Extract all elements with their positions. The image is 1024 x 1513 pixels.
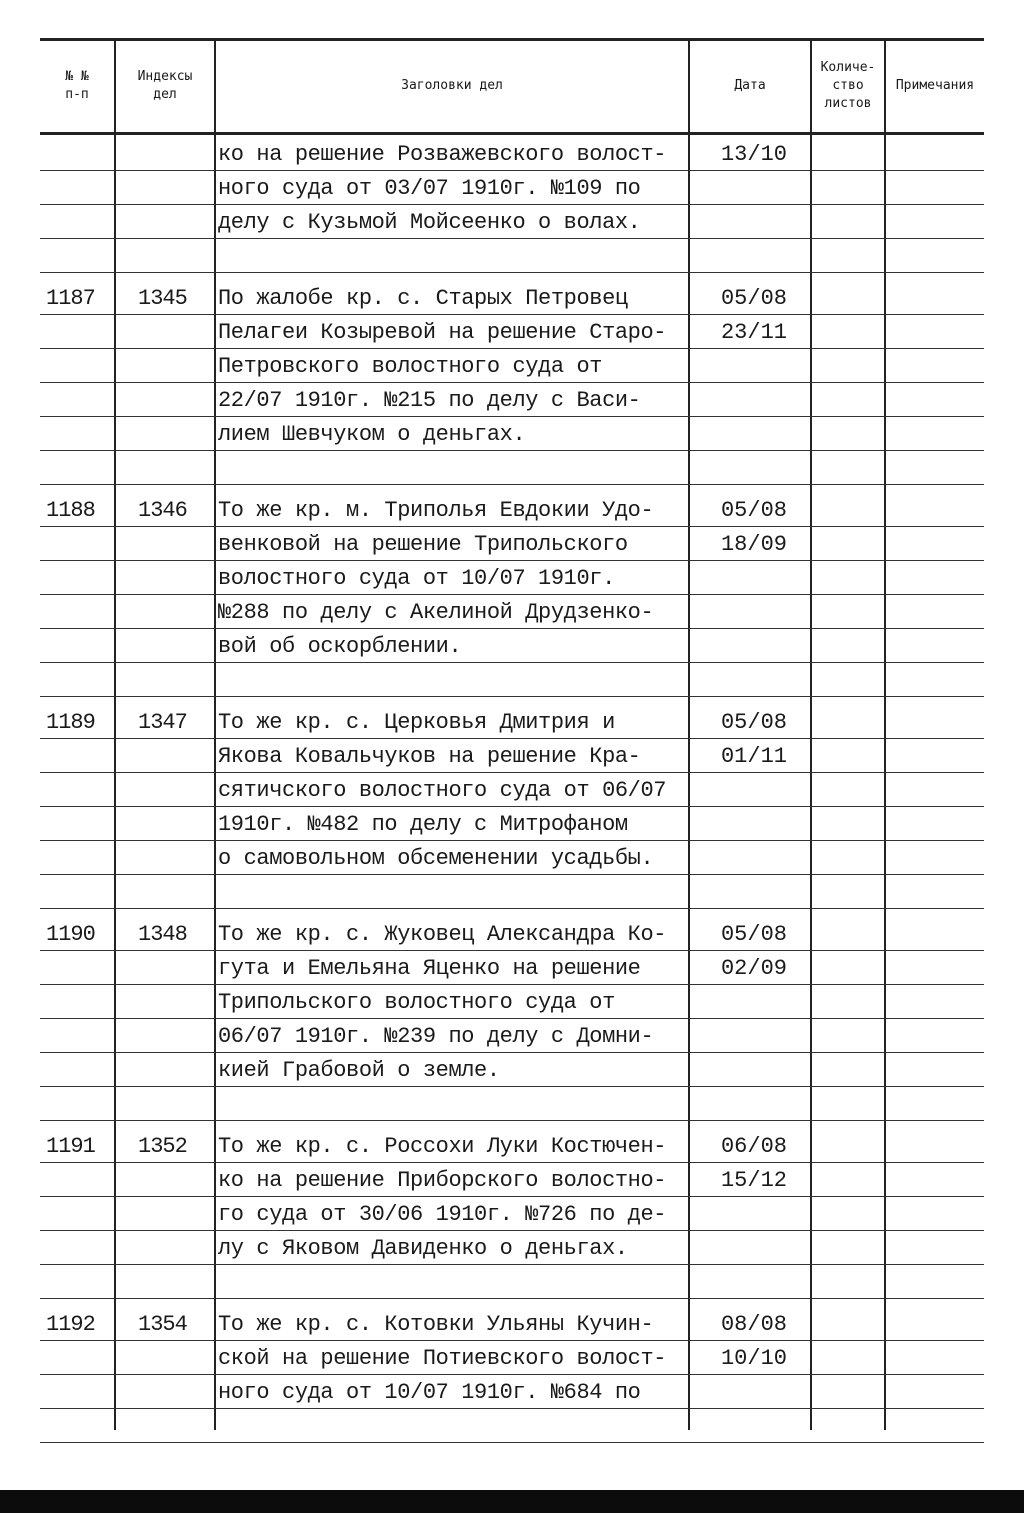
- entry-title-line: Якова Ковальчуков на решение Кра-: [218, 744, 641, 769]
- inventory-entry: [40, 1308, 984, 1444]
- table-header: [40, 40, 984, 135]
- entry-dates: [698, 918, 810, 986]
- header-index-line1: Индексы: [137, 69, 193, 84]
- entry-title-line: вой об оскорблении.: [218, 634, 462, 659]
- header-quantity: [812, 40, 884, 132]
- entry-title-line: гута и Емельяна Яценко на решение: [218, 956, 641, 981]
- ruled-line: [40, 484, 984, 485]
- entry-title: [218, 1130, 688, 1266]
- entry-title-line: лием Шевчуком о деньгах.: [218, 422, 526, 447]
- inventory-entry: [40, 138, 984, 274]
- header-quantity-line3: листов: [824, 96, 872, 111]
- entry-title-line: делу с Кузьмой Мойсеенко о волах.: [218, 210, 641, 235]
- entry-title-line: 06/07 1910г. №239 по делу с Домни-: [218, 1024, 654, 1049]
- entry-title-line: венковой на решение Трипольского: [218, 532, 628, 557]
- entry-title: [218, 706, 688, 876]
- entry-dates: [698, 282, 810, 350]
- entry-index: 1345: [138, 286, 187, 311]
- entry-title-line: То же кр. с. Котовки Ульяны Кучин-: [218, 1312, 654, 1337]
- header-number: [40, 40, 114, 132]
- entry-dates: [698, 1130, 810, 1198]
- entry-title-line: Трипольского волостного суда от: [218, 990, 615, 1015]
- header-notes: [886, 40, 984, 132]
- entry-number: 1189: [46, 710, 95, 735]
- header-title: [216, 40, 688, 132]
- entry-number: 1192: [46, 1312, 95, 1337]
- entry-title-line: ко на решение Приборского волостно-: [218, 1168, 667, 1193]
- header-notes-text: Примечания: [895, 78, 975, 93]
- entry-number: 1190: [46, 922, 95, 947]
- ruled-line: [40, 908, 984, 909]
- entry-title-line: ного суда от 03/07 1910г. №109 по: [218, 176, 641, 201]
- entry-date: 02/09: [720, 956, 787, 981]
- header-number-line1: № №: [65, 69, 89, 84]
- entry-title: [218, 494, 688, 664]
- entry-date: 13/10: [720, 142, 787, 167]
- ruled-line: [40, 1298, 984, 1299]
- inventory-entry: [40, 282, 984, 486]
- entry-title: [218, 138, 688, 240]
- header-index-line2: дел: [153, 87, 177, 102]
- header-date-text: Дата: [734, 78, 766, 93]
- header-title-text: Заголовки дел: [401, 78, 503, 93]
- header-quantity-line1: Количе-: [820, 60, 876, 75]
- entry-title-line: ской на решение Потиевского волост-: [218, 1346, 667, 1371]
- entry-date: 18/09: [720, 532, 787, 557]
- entry-date: 05/08: [720, 286, 787, 311]
- entry-number: 1191: [46, 1134, 95, 1159]
- entry-title-line: го суда от 30/06 1910г. №726 по де-: [218, 1202, 667, 1227]
- entry-date: 08/08: [720, 1312, 787, 1337]
- entry-date: 05/08: [720, 710, 787, 735]
- entry-index: 1346: [138, 498, 187, 523]
- entry-title-line: о самовольном обсеменении усадьбы.: [218, 846, 654, 871]
- entry-title-line: То же кр. с. Жуковец Александра Ко-: [218, 922, 667, 947]
- entry-title-line: Пелагеи Козыревой на решение Старо-: [218, 320, 667, 345]
- ruled-line: [40, 1120, 984, 1121]
- entry-title-line: 22/07 1910г. №215 по делу с Васи-: [218, 388, 641, 413]
- header-index: [116, 40, 214, 132]
- entry-title-line: волостного суда от 10/07 1910г.: [218, 566, 615, 591]
- entry-date: 05/08: [720, 922, 787, 947]
- entry-date: 05/08: [720, 498, 787, 523]
- entry-title-line: лу с Яковом Давиденко о деньгах.: [218, 1236, 628, 1261]
- entry-title-line: По жалобе кр. с. Старых Петровец: [218, 286, 628, 311]
- entry-title-line: Петровского волостного суда от: [218, 354, 603, 379]
- inventory-entry: [40, 494, 984, 698]
- entry-title-line: То же кр. с. Церковья Дмитрия и: [218, 710, 615, 735]
- entry-dates: [698, 494, 810, 562]
- entry-title-line: То же кр. м. Триполья Евдокии Удо-: [218, 498, 654, 523]
- entry-number: 1188: [46, 498, 95, 523]
- header-date: [690, 40, 810, 132]
- entry-dates: [698, 1308, 810, 1376]
- inventory-entry: [40, 706, 984, 910]
- entry-dates: [698, 706, 810, 774]
- entry-index: 1352: [138, 1134, 187, 1159]
- entry-index: 1348: [138, 922, 187, 947]
- header-quantity-line2: ство: [832, 78, 864, 93]
- entry-dates: [698, 138, 810, 172]
- entry-number: 1187: [46, 286, 95, 311]
- entry-index: 1354: [138, 1312, 187, 1337]
- entry-index: 1347: [138, 710, 187, 735]
- entry-title: [218, 282, 688, 452]
- entry-title-line: сятичского волостного суда от 06/07: [218, 778, 667, 803]
- ruled-line: [40, 272, 984, 273]
- ruled-line: [40, 1442, 984, 1443]
- entry-title-line: №288 по делу с Акелиной Друдзенко-: [218, 600, 654, 625]
- entry-title-line: кией Грабовой о земле.: [218, 1058, 500, 1083]
- inventory-entry: [40, 1130, 984, 1300]
- entry-title-line: То же кр. с. Россохи Луки Костючен-: [218, 1134, 667, 1159]
- entry-title-line: ко на решение Розважевского волост-: [218, 142, 667, 167]
- header-number-line2: п-п: [65, 87, 89, 102]
- entry-date: 23/11: [720, 320, 787, 345]
- inventory-entry: [40, 918, 984, 1122]
- entry-date: 01/11: [720, 744, 787, 769]
- entry-title-line: 1910г. №482 по делу с Митрофаном: [218, 812, 628, 837]
- entry-title: [218, 1308, 688, 1410]
- ruled-line: [40, 696, 984, 697]
- scan-bottom-edge: [0, 1490, 1024, 1513]
- entry-title: [218, 918, 688, 1088]
- entry-date: 15/12: [720, 1168, 787, 1193]
- entry-date: 10/10: [720, 1346, 787, 1371]
- entry-date: 06/08: [720, 1134, 787, 1159]
- entry-title-line: ного суда от 10/07 1910г. №684 по: [218, 1380, 641, 1405]
